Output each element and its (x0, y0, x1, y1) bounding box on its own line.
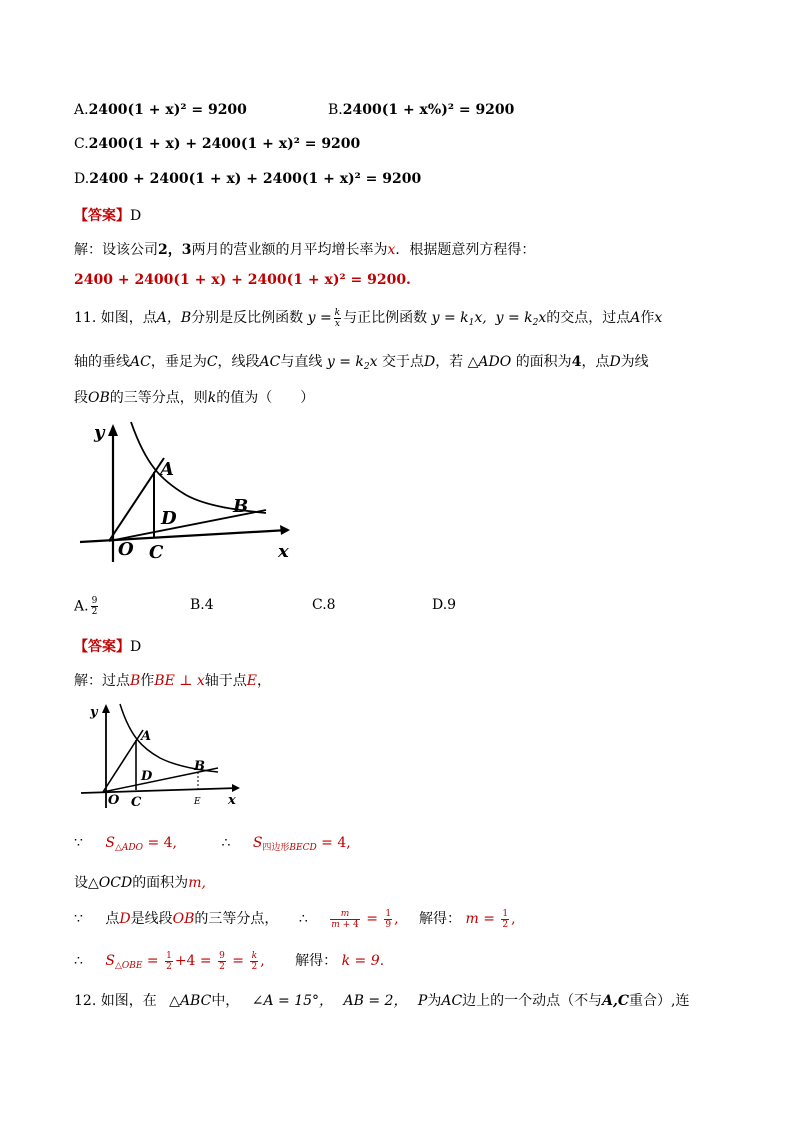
answer-value: D (130, 639, 142, 655)
question-math: △ABC (169, 993, 212, 1009)
question-text: ，若 (435, 354, 464, 370)
question-text: ，线段 (217, 354, 260, 370)
question-math: AC (259, 354, 281, 370)
question-text: 的三等分点，则 (109, 390, 208, 406)
therefore-symbol: ∴ (221, 835, 231, 851)
question-text: 边上的一个动点（不与 (462, 993, 603, 1009)
point-d-label: D (161, 508, 177, 529)
question-text: 段 (74, 390, 88, 406)
question-text: 作 (640, 310, 655, 326)
reciprocal-function: y = $\frac{k}{x}$ (307, 307, 341, 329)
question-math: D (423, 354, 436, 370)
q11-solution-line2 (74, 835, 351, 853)
q11-line2 (74, 351, 649, 372)
question-math: x (654, 310, 663, 326)
question-math: AB = 2， (343, 993, 408, 1009)
solution-text: 轴于点 (204, 673, 247, 689)
q10-option-a (74, 102, 247, 118)
option-label: D. (74, 171, 90, 187)
area-becd-value: = 4, (321, 835, 351, 851)
option-label: C. (74, 136, 89, 152)
question-math: D (609, 354, 621, 370)
option-text: 2400 + 2400(1 + x) + 2400(1 + x)² = 9200 (89, 171, 422, 187)
question-text: 为线 (620, 354, 649, 370)
point-b-label: B (233, 496, 249, 517)
point-c-label: C (149, 542, 164, 563)
area-becd-expression: $S_{四边形BECD} = 4$, (252, 835, 351, 853)
question-text: 如图，点 (100, 310, 157, 326)
question-text: 交于点 (381, 354, 424, 370)
question-math: A,C (602, 993, 630, 1009)
question-number: 12. (74, 993, 97, 1009)
solution-math: B (130, 673, 141, 689)
question-math: k (207, 390, 217, 406)
origin-label: O (118, 539, 134, 560)
question-math: AC (441, 993, 463, 1009)
solution-math: m, (188, 875, 206, 891)
question-math: P (417, 993, 428, 1009)
question-text: ，点 (581, 354, 610, 370)
answer-label: 【答案】 (74, 208, 130, 224)
question-math: OB (88, 390, 110, 406)
question-text: 的交点，过点 (546, 310, 631, 326)
y-axis-label: y (90, 705, 98, 720)
solution-math: D (119, 911, 131, 927)
question-math: △ADO (467, 354, 512, 370)
solution-math: △OCD (88, 875, 133, 891)
question-text: 如图，在 (100, 993, 157, 1009)
linear-function-2: $y = k_2x$ (491, 310, 547, 328)
q11-option-b: B.4 (190, 597, 214, 613)
q11-option-a (74, 596, 100, 617)
k-result: k = 9. (341, 953, 385, 969)
point-a-label: A (141, 729, 152, 744)
q10-solution (74, 239, 535, 259)
q10-option-d (74, 171, 421, 187)
x-axis-label: x (278, 541, 289, 562)
question-text: 与直线 (280, 354, 323, 370)
solution-text: 解得： (419, 911, 462, 927)
q12-line1 (74, 990, 690, 1010)
solution-text: 2，3 (158, 242, 192, 258)
q11-figure (76, 420, 296, 570)
solution-text: 两月的营业额的月平均增长率为 (191, 242, 388, 258)
solution-variable: x (387, 242, 396, 258)
solution-text: 解：过点 (74, 673, 130, 689)
q11-option-c: C.8 (312, 597, 336, 613)
q11-answer (74, 636, 141, 656)
area-obe-equation: $S_{\triangle OBE}$ = $\frac{1}{2}$ +4 = $\frac{9}{2}$ = $\frac{k}{2}$ , (105, 950, 265, 972)
solution-text: ．根据题意列方程得： (395, 242, 536, 258)
ratio-equation: $\frac{m}{m + 4}$ = $\frac{1}{9}$ , (331, 908, 399, 930)
question-text: 的值为（ ） (216, 390, 315, 406)
question-text: 与正比例函数 (343, 310, 428, 326)
solution-text: 设 (74, 875, 88, 891)
therefore-symbol: ∴ (298, 911, 308, 927)
solution-math: OB (172, 911, 195, 927)
solution-text: 是线段 (130, 911, 173, 927)
solution-math: E (246, 673, 258, 689)
point-c-label: C (131, 795, 142, 810)
point-e-label: E (194, 797, 201, 807)
q10-equation: 2400 + 2400(1 + x) + 2400(1 + x)² = 9200. (74, 272, 411, 288)
q11-solution-line5 (74, 950, 384, 972)
point-d-label: D (141, 769, 153, 784)
m-result: m = $\frac{1}{2}$ , (465, 908, 516, 930)
question-math: A，B (156, 310, 192, 326)
point-b-label: B (194, 759, 205, 774)
q10-option-c (74, 136, 360, 152)
answer-value: D (130, 208, 142, 224)
solution-text: 解得： (295, 953, 338, 969)
option-label: B. (328, 102, 343, 118)
option-a-fraction: $\frac{9}{2}$ (91, 596, 98, 617)
x-axis-label: x (228, 793, 236, 808)
answer-label: 【答案】 (74, 639, 130, 655)
because-symbol: ∵ (74, 911, 83, 927)
q10-answer (74, 205, 141, 225)
solution-text: 的面积为 (132, 875, 189, 891)
solution-text: ， (257, 673, 272, 689)
question-text: 中， (211, 993, 240, 1009)
option-text: 2400(1 + x) + 2400(1 + x)² = 9200 (88, 136, 361, 152)
question-text: 重合）,连 (629, 993, 690, 1009)
question-text: 分别是反比例函数 (191, 310, 304, 326)
option-text: 2400(1 + x%)² = 9200 (342, 102, 515, 118)
solution-math: BE ⊥ x (154, 673, 205, 689)
area-ado-value: = 4, (147, 835, 177, 851)
q11-option-d: D.9 (432, 597, 457, 613)
solution-text: 作 (140, 673, 155, 689)
question-math: A (630, 310, 641, 326)
area-ado-expression: $S_{\triangle ADO} = 4$, (105, 835, 177, 853)
line-function: $y = k_2x$ (326, 354, 378, 372)
question-math: 4 (571, 354, 582, 370)
question-math: ∠A = 15°， (251, 993, 334, 1009)
q11-solution-line4 (74, 908, 516, 930)
q10-option-b (328, 102, 514, 118)
solution-text: 的三等分点， (194, 911, 279, 927)
question-text: ，垂足为 (150, 354, 207, 370)
solution-text: 点 (105, 911, 120, 927)
q11-solution-line3 (74, 872, 206, 892)
q11-line3 (74, 387, 314, 407)
question-text: 轴的垂线 (74, 354, 130, 370)
question-text: 的面积为 (515, 354, 572, 370)
question-text: 为 (427, 993, 442, 1009)
question-math: AC (130, 354, 151, 370)
linear-function-1: $y = k_1x$, (431, 310, 487, 328)
because-symbol: ∵ (74, 835, 83, 851)
solution-text: 解：设该公司 (74, 242, 158, 258)
q11-solution-figure (78, 700, 248, 812)
question-number: 11. (74, 310, 97, 326)
q11-solution-line1 (74, 670, 271, 690)
option-text: 2400(1 + x)² = 9200 (88, 102, 247, 118)
origin-label: O (108, 793, 120, 808)
option-label: A. (74, 598, 89, 615)
option-label: A. (74, 102, 89, 118)
point-a-label: A (160, 459, 174, 480)
question-math: C (206, 354, 218, 370)
therefore-symbol: ∴ (74, 953, 83, 969)
y-axis-label: y (94, 422, 105, 443)
q11-line1 (74, 307, 662, 329)
